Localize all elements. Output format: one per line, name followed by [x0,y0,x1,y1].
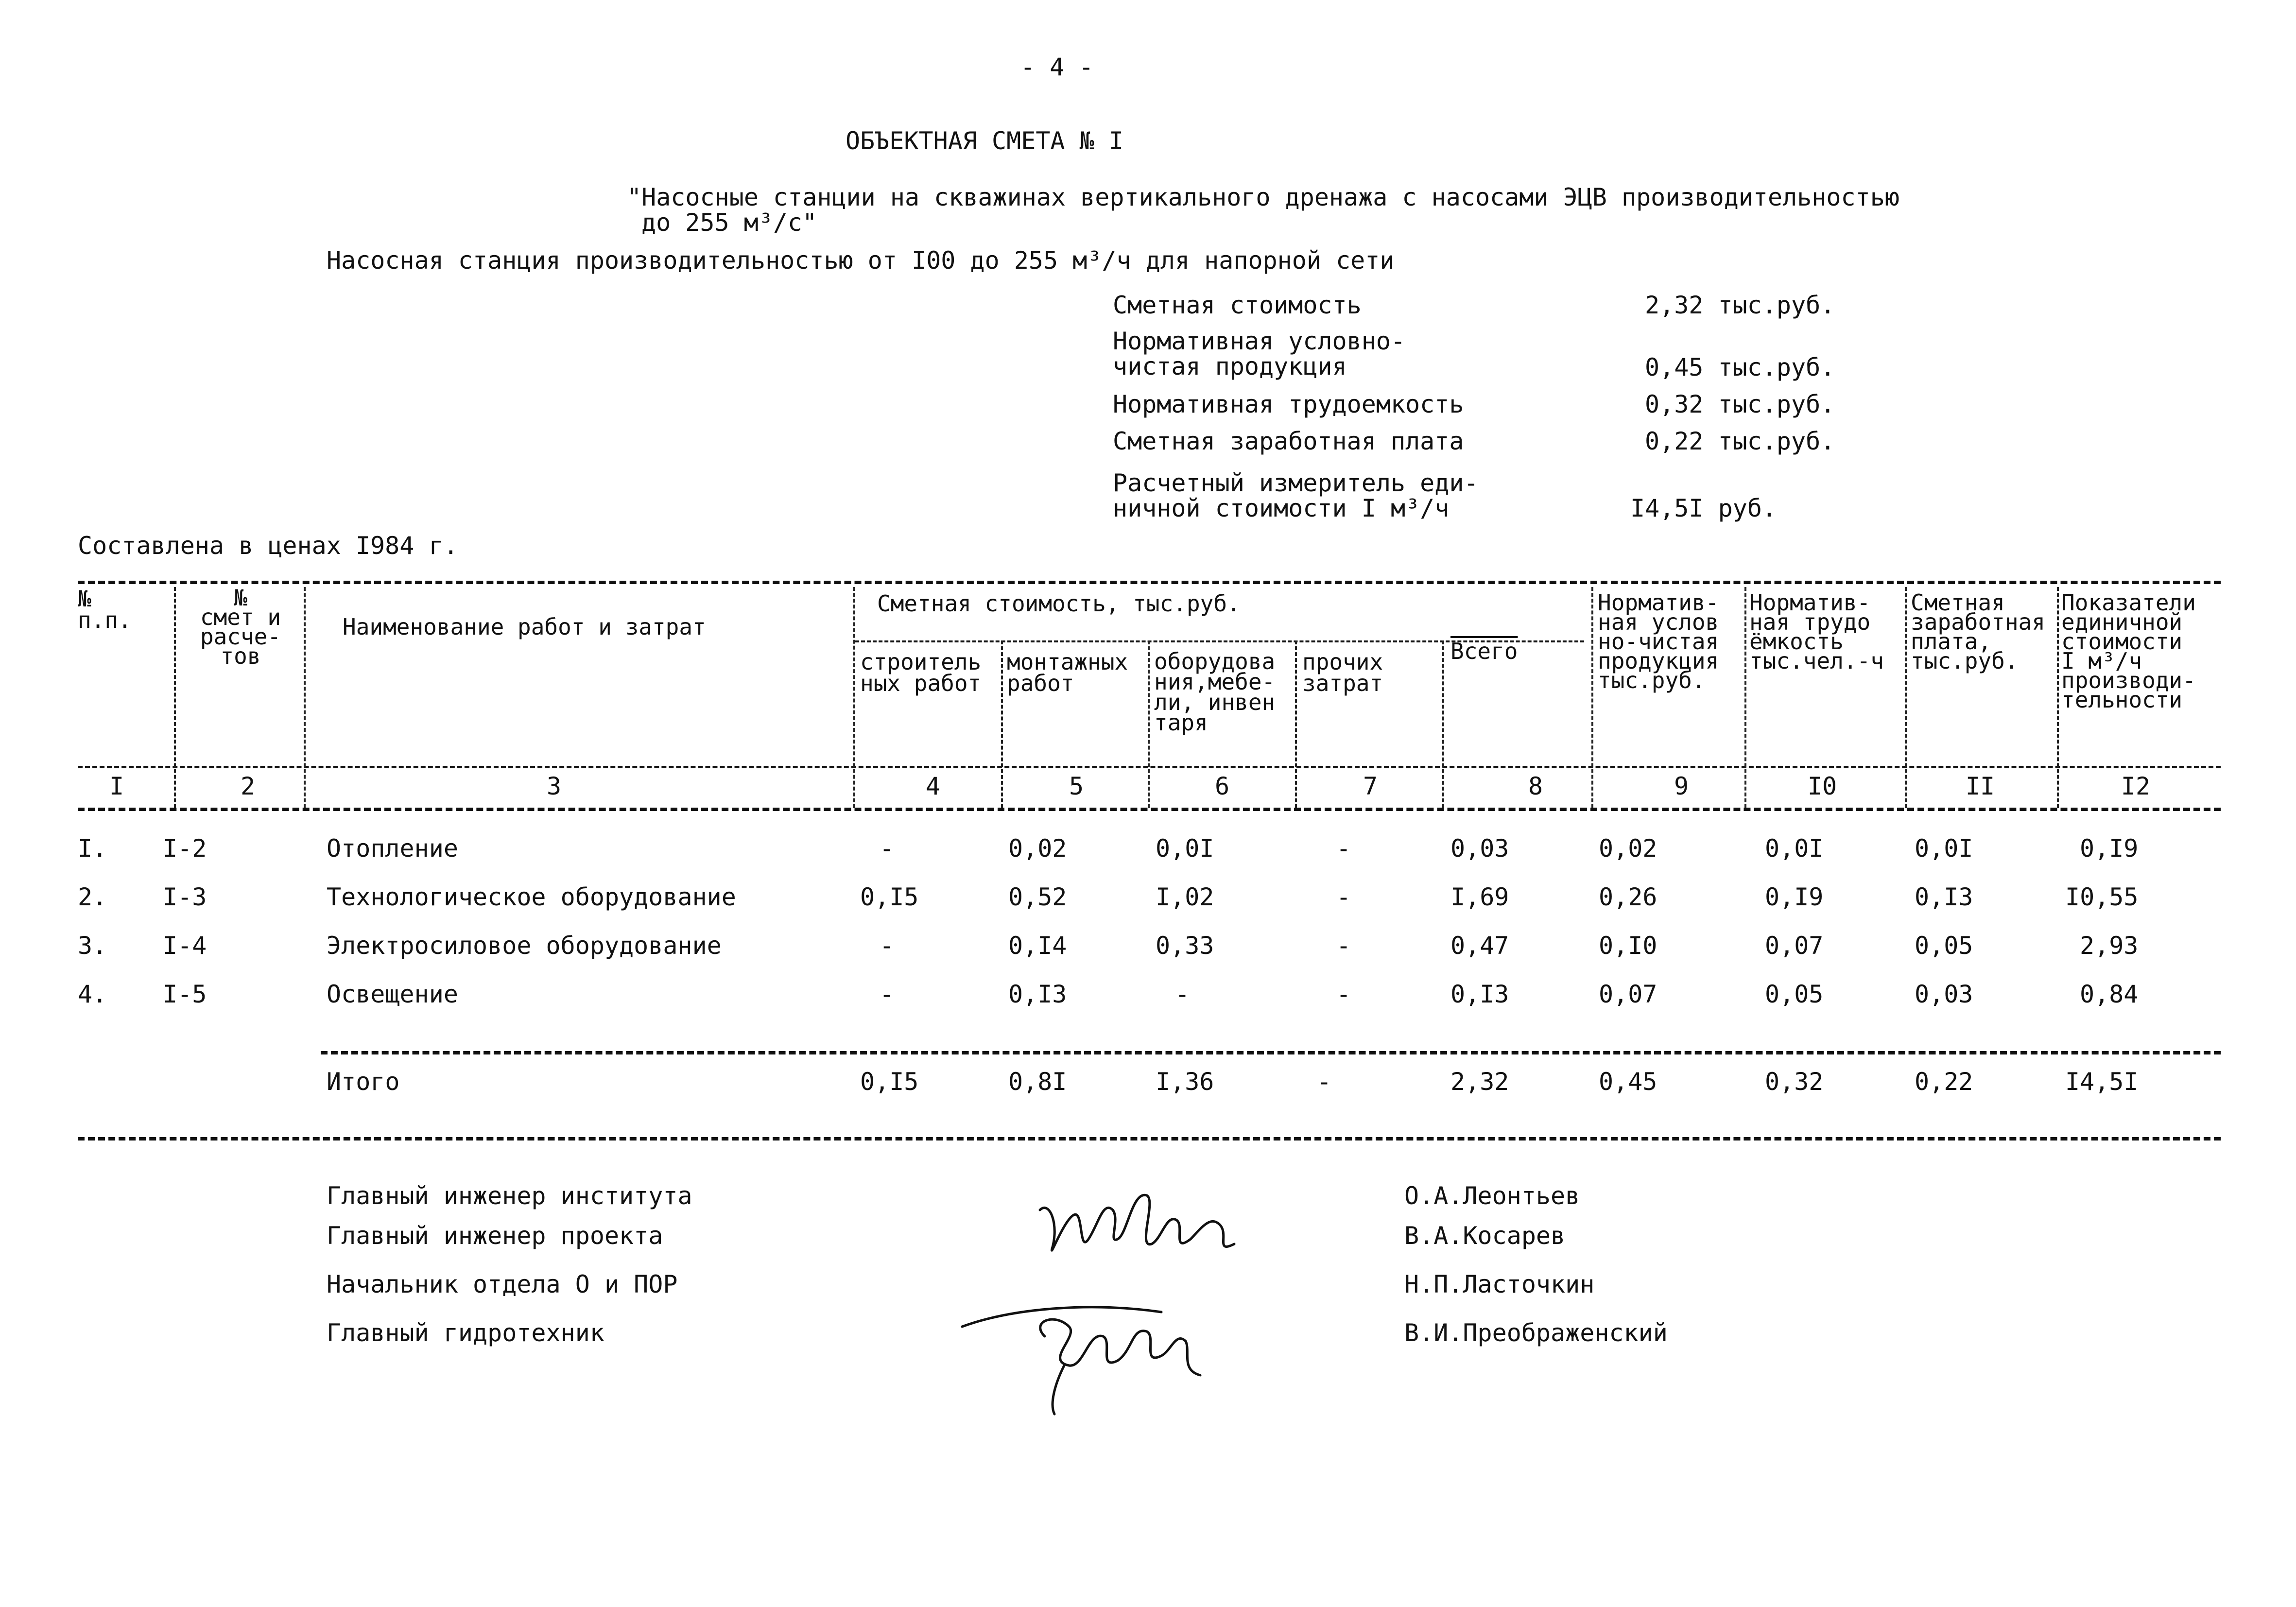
cell-installation-cost: 0,02 [1008,834,1067,863]
cell-other-cost: - [1336,883,1351,911]
cell-other-cost: - [1336,834,1351,863]
cell-wages: 0,0I [1915,834,1973,863]
cell-row-number: 4. [78,980,107,1008]
header-total: Всего [1450,638,1518,664]
col-number: 3 [546,772,562,800]
cell-net-production: 0,02 [1599,834,1657,863]
cell-unit-indicator: I0,55 [2065,883,2139,911]
total-construction: 0,I5 [860,1068,919,1096]
cell-row-number: 3. [78,932,107,960]
page-number: - 4 - [1020,53,1094,81]
col-number: 7 [1363,772,1378,800]
cell-total-cost: 0,03 [1450,834,1509,863]
signature-role: Главный инженер проекта [327,1222,663,1250]
col-sep [2057,587,2059,808]
cell-equipment-cost: I,02 [1156,883,1214,911]
prices-note: Составлена в ценах I984 г. [78,532,458,560]
col-number: II [1965,772,1995,800]
subtitle-line-1: "Насосные станции на скважинах вертикального дренажа с насосами ЭЦВ производительностью [627,183,1899,211]
cell-wages: 0,03 [1915,980,1973,1008]
summary-label-wages: Сметная заработная плата [1113,427,1464,455]
cell-installation-cost: 0,I3 [1008,980,1067,1008]
cell-net-production: 0,07 [1599,980,1657,1008]
col-numbers-bottom-rule [78,808,2221,811]
header-estimated-cost-group: Сметная стоимость, тыс.руб. [877,590,1241,617]
header-net-production: Норматив- ная услов но-чистая продукция тыс.руб. [1598,589,1719,693]
col-number: 4 [925,772,941,800]
cell-construction-cost: 0,I5 [860,883,919,911]
col-number: I [109,772,124,800]
cell-work-name: Технологическое оборудование [327,883,736,911]
header-labor-intensity: Норматив- ная трудо ёмкость тыс.чел.-ч [1749,589,1884,674]
col-number: 2 [240,772,256,800]
cell-total-cost: 0,I3 [1450,980,1509,1008]
total-installation: 0,8I [1008,1068,1067,1096]
cell-labor-intensity: 0,0I [1765,834,1824,863]
col-number: 6 [1214,772,1230,800]
header-wages: Сметная заработная плата, тыс.руб. [1911,589,2045,674]
cell-equipment-cost: 0,0I [1156,834,1214,863]
header-construction-works: строитель ных работ [860,649,982,696]
total-top-rule [321,1051,2221,1054]
table-top-rule [78,581,2221,584]
cell-labor-intensity: 0,05 [1765,980,1824,1008]
total-wages: 0,22 [1915,1068,1973,1096]
col-sep [1905,587,1907,808]
summary-value-unit-meter: I4,5I руб. [1630,494,1777,522]
header-equipment: оборудова ния,мебе- ли, инвен таря [1154,648,1276,736]
cell-total-cost: 0,47 [1450,932,1509,960]
cell-wages: 0,I3 [1915,883,1973,911]
cell-equipment-cost: - [1175,980,1190,1008]
signature-name: О.А.Леонтьев [1404,1182,1580,1210]
summary-value-labor: 0,32 тыс.руб. [1645,390,1835,418]
summary-label-labor: Нормативная трудоемкость [1113,390,1464,418]
total-equipment: I,36 [1156,1068,1214,1096]
header-other-costs: прочих затрат [1302,649,1383,696]
col-number: 9 [1674,772,1689,800]
cell-unit-indicator: 0,I9 [2080,834,2139,863]
total-label: Итого [327,1068,400,1096]
table-bottom-rule [78,1137,2221,1140]
col-number: 8 [1528,772,1543,800]
cell-other-cost: - [1336,980,1351,1008]
summary-label-net-production: Нормативная условно- чистая продукция [1113,327,1406,380]
total-net-production: 0,45 [1599,1068,1657,1096]
cell-net-production: 0,I0 [1599,932,1657,960]
col-number: I2 [2121,772,2151,800]
summary-value-wages: 0,22 тыс.руб. [1645,427,1835,455]
total-unit-indicator: I4,5I [2065,1068,2139,1096]
header-work-name: Наименование работ и затрат [343,614,706,640]
col-sep [1148,640,1150,808]
cell-labor-intensity: 0,I9 [1765,883,1824,911]
header-estimate-number: № смет и расче- тов [200,585,281,669]
summary-label-cost: Сметная стоимость [1113,291,1362,319]
cell-construction-cost: - [880,834,895,863]
cell-work-name: Отопление [327,834,458,863]
header-unit-indicators: Показатели единичной стоимости I м³/ч производи- тельности [2061,589,2196,713]
cell-estimate-number: I-4 [163,932,207,960]
handwritten-signature-2 [957,1283,1229,1419]
signature-name: В.И.Преображенский [1404,1319,1668,1347]
cell-work-name: Электросиловое оборудование [327,932,722,960]
col-sep [1001,640,1003,808]
cell-installation-cost: 0,I4 [1008,932,1067,960]
cell-estimate-number: I-3 [163,883,207,911]
total-all: 2,32 [1450,1068,1509,1096]
cell-labor-intensity: 0,07 [1765,932,1824,960]
cell-estimate-number: I-2 [163,834,207,863]
cell-equipment-cost: 0,33 [1156,932,1214,960]
cell-work-name: Освещение [327,980,458,1008]
cell-estimate-number: I-5 [163,980,207,1008]
col-sep [174,587,176,808]
handwritten-signature-1 [1030,1181,1249,1278]
cell-row-number: I. [78,834,107,863]
total-other: - [1317,1068,1332,1096]
signature-name: В.А.Косарев [1404,1222,1566,1250]
col-sep [304,587,306,808]
station-description: Насосная станция производительностью от I00 до 255 м³/ч для напорной сети [327,246,1395,275]
cell-installation-cost: 0,52 [1008,883,1067,911]
summary-value-net-production: 0,45 тыс.руб. [1645,353,1835,381]
cell-unit-indicator: 2,93 [2080,932,2139,960]
signature-role: Начальник отдела О и ПОР [327,1270,678,1298]
signature-role: Главный гидротехник [327,1319,604,1347]
header-installation-works: монтажных работ [1007,649,1128,696]
signature-role: Главный инженер института [327,1182,692,1210]
cell-total-cost: I,69 [1450,883,1509,911]
summary-value-cost: 2,32 тыс.руб. [1645,291,1835,319]
cell-other-cost: - [1336,932,1351,960]
document-title: ОБЪЕКТНАЯ СМЕТА № I [846,127,1123,155]
total-labor: 0,32 [1765,1068,1824,1096]
col-sep [853,587,855,808]
col-sep [1744,587,1746,808]
col-number: 5 [1069,772,1084,800]
cell-wages: 0,05 [1915,932,1973,960]
cell-construction-cost: - [880,980,895,1008]
cell-unit-indicator: 0,84 [2080,980,2139,1008]
header-row-number: № п.п. [78,586,132,633]
cell-net-production: 0,26 [1599,883,1657,911]
summary-label-unit-meter: Расчетный измеритель еди- ничной стоимости I м³/ч [1113,469,1479,522]
col-sep [1442,640,1444,808]
col-sep [1295,640,1297,808]
signature-name: Н.П.Ласточкин [1404,1270,1595,1298]
cell-row-number: 2. [78,883,107,911]
subtitle-line-2: до 255 м³/с" [641,208,817,237]
cell-construction-cost: - [880,932,895,960]
col-number: I0 [1807,772,1837,800]
